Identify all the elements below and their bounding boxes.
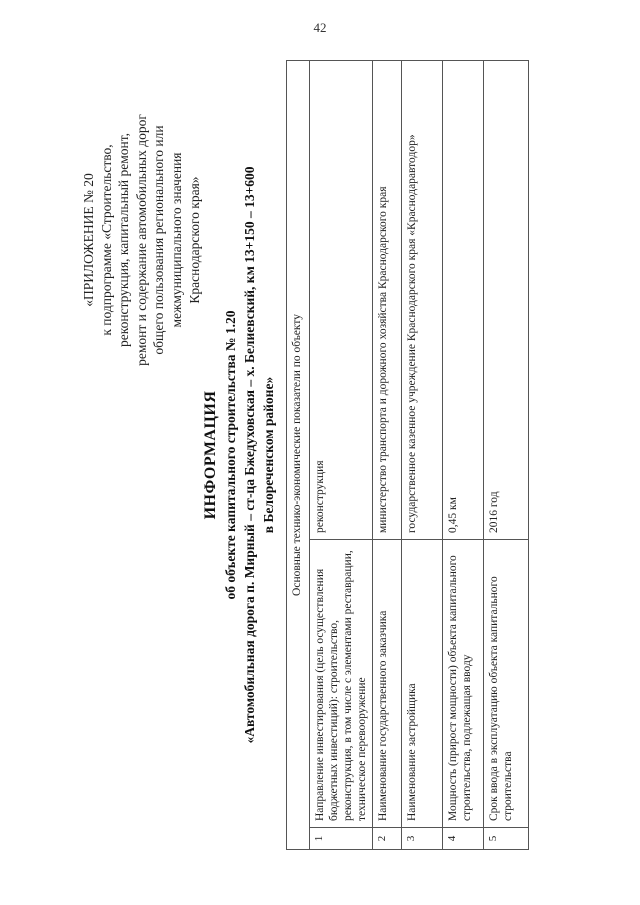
row-number: 5 xyxy=(484,828,529,850)
document-title: ИНФОРМАЦИЯ xyxy=(202,390,219,520)
page-number: 42 xyxy=(313,20,327,35)
row-value: 2016 год xyxy=(484,61,529,540)
row-number: 4 xyxy=(443,828,484,850)
table-row xyxy=(373,61,402,850)
row-value: государственное казенное учреждение Краснодарского края «Краснодаравтодор» xyxy=(402,61,443,540)
appendix-line: «ПРИЛОЖЕНИЕ № 20 xyxy=(81,173,96,307)
appendix-line: общего пользования регионального или xyxy=(151,125,167,355)
table-caption: Основные технико-экономические показатели по объекту xyxy=(287,61,310,850)
object-name-line-2: в Белореченском районе» xyxy=(261,376,276,534)
row-value: реконструкция xyxy=(310,61,373,540)
document-heading xyxy=(200,35,278,875)
row-label: Направление инвестирования (цель осуществления бюджетных инвестиций): строительство, реконструкция, в том числе с элементами реставрации, техническое перевооружение xyxy=(310,540,373,828)
row-label: Мощность (прирост мощности) объекта капитального строительства, подлежащая вводу xyxy=(443,540,484,828)
appendix-line: реконструкция, капитальный ремонт, xyxy=(116,132,132,348)
appendix-line: к подпрограмме «Строительство, xyxy=(98,144,114,336)
document-subtitle: об объекте капитального строительства № 1.20 xyxy=(223,310,238,600)
indicators-table xyxy=(286,60,529,850)
object-name-line-1: «Автомобильная дорога п. Мирный – ст-ца Бжедуховская – х. Белиевский, км 13+150 – 13+600 xyxy=(242,166,257,744)
row-value: 0,45 км xyxy=(443,61,484,540)
row-number: 2 xyxy=(373,828,402,850)
table-row xyxy=(484,61,529,850)
table-row xyxy=(310,61,373,850)
row-label: Срок ввода в эксплуатацию объекта капитального строительства xyxy=(484,540,529,828)
appendix-line: ремонт и содержание автомобильных дорог xyxy=(133,114,149,366)
table-caption-row xyxy=(287,61,310,850)
rotated-content xyxy=(80,35,640,875)
table-row xyxy=(402,61,443,850)
appendix-line: межмуниципального значения xyxy=(168,152,184,328)
row-number: 3 xyxy=(402,828,443,850)
row-label: Наименование застройщика xyxy=(402,540,443,828)
row-value: министерство транспорта и дорожного хозяйства Краснодарского края xyxy=(373,61,402,540)
appendix-block xyxy=(80,75,203,405)
row-number: 1 xyxy=(310,828,373,850)
row-label: Наименование государственного заказчика xyxy=(373,540,402,828)
table-row xyxy=(443,61,484,850)
appendix-line: Краснодарского края» xyxy=(186,176,202,304)
